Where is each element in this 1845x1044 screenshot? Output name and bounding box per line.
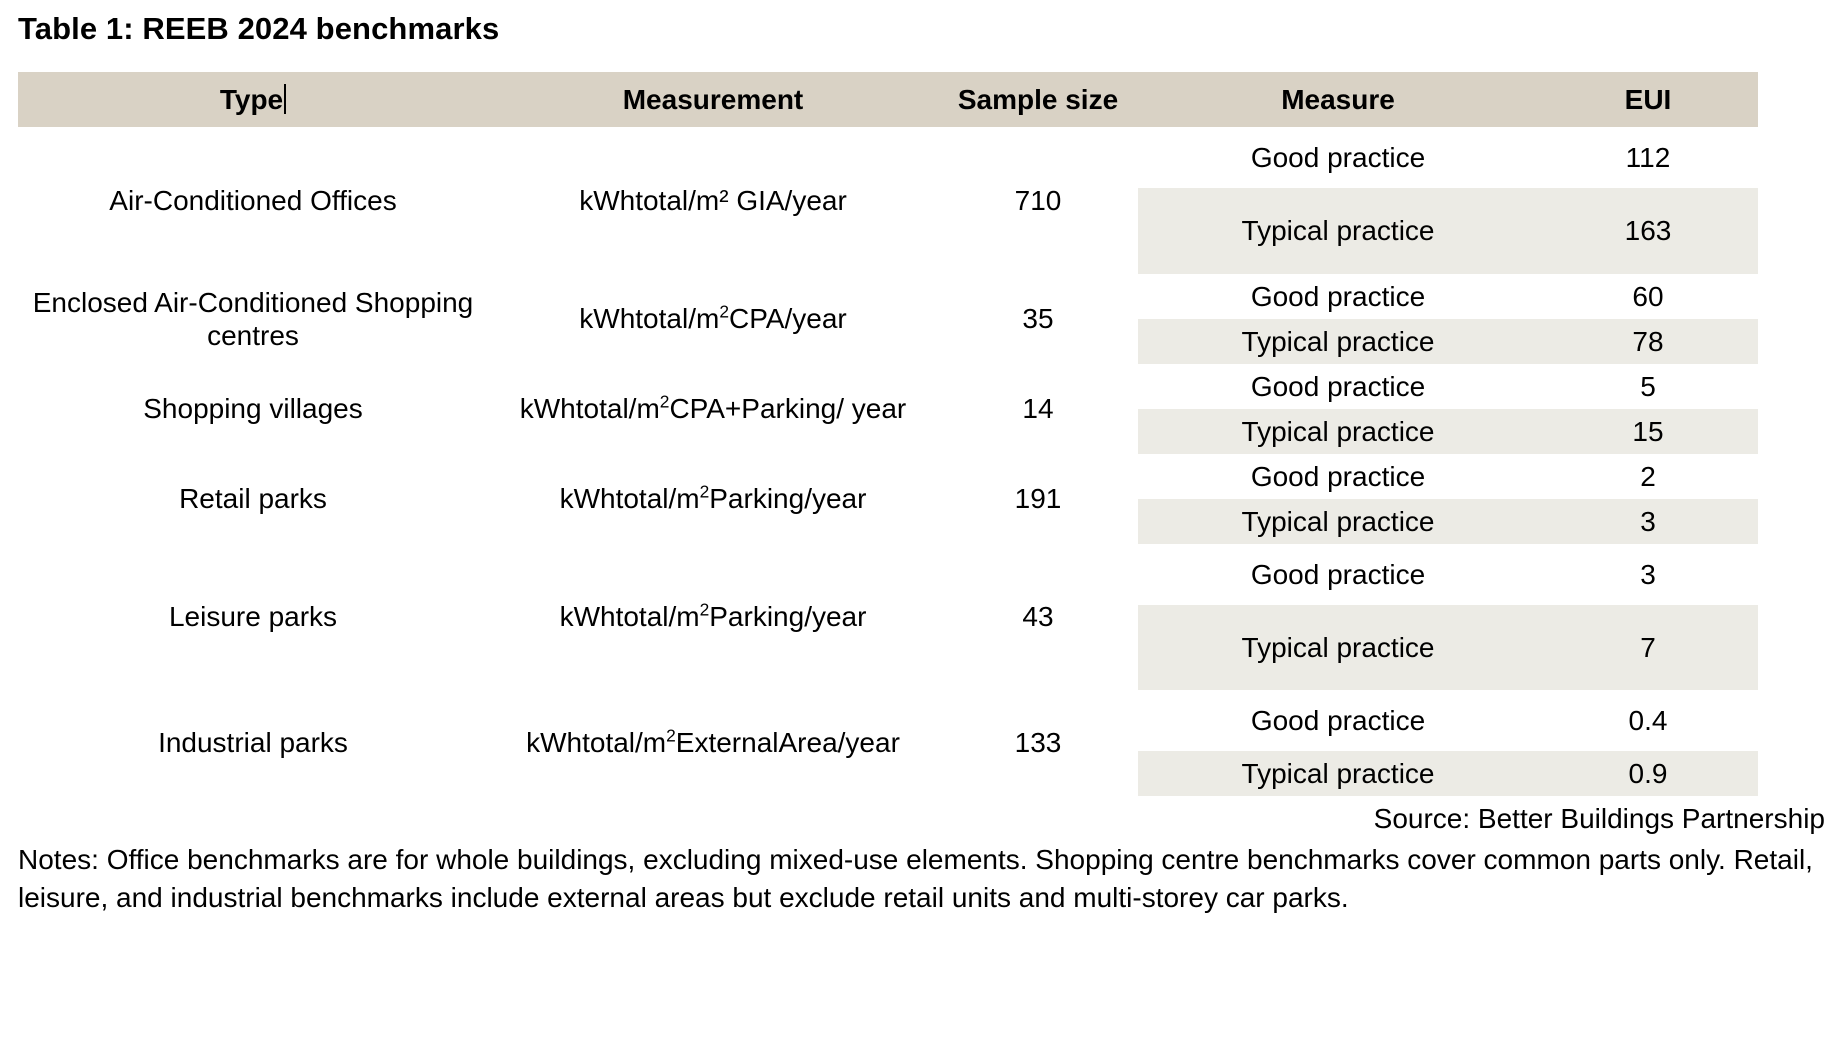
measurement-sup: 2	[659, 391, 670, 412]
cell-eui: 60	[1538, 274, 1758, 319]
cell-measure: Typical practice	[1138, 605, 1538, 690]
cell-measure: Typical practice	[1138, 751, 1538, 796]
measurement-sup: 2	[666, 725, 676, 746]
cell-measurement	[488, 274, 938, 364]
cell-eui: 3	[1538, 544, 1758, 605]
measurement-pre: kWhtotal/m	[579, 303, 720, 335]
cell-measure: Good practice	[1138, 364, 1538, 409]
table-row	[18, 127, 1758, 188]
cell-type: Industrial parks	[18, 690, 488, 796]
cell-measure: Good practice	[1138, 127, 1538, 188]
cell-measurement	[488, 690, 938, 796]
measurement-post: CPA/year	[728, 303, 847, 335]
cell-type: Retail parks	[18, 454, 488, 544]
table-header	[18, 72, 1758, 127]
cell-measure: Good practice	[1138, 544, 1538, 605]
measurement-pre: kWhtotal/m² GIA/year	[579, 184, 847, 216]
cell-sample-size: 710	[938, 127, 1138, 273]
cell-type: Enclosed Air-Conditioned Shopping centres	[18, 274, 488, 364]
table-row	[18, 364, 1758, 409]
cell-type: Shopping villages	[18, 364, 488, 454]
table-caption-text: Table 1: REEB 2024 benchmarks	[18, 11, 500, 46]
cell-measure: Typical practice	[1138, 499, 1538, 544]
cell-measure: Good practice	[1138, 454, 1538, 499]
column-header-eui: EUI	[1538, 72, 1758, 127]
cell-measurement	[488, 364, 938, 454]
cell-eui: 78	[1538, 319, 1758, 364]
text-cursor	[284, 84, 286, 114]
table-row	[18, 690, 1758, 751]
cell-measure: Good practice	[1138, 690, 1538, 751]
column-header-type	[18, 72, 488, 127]
table-caption	[18, 12, 1827, 46]
table-row	[18, 544, 1758, 605]
cell-eui: 163	[1538, 188, 1758, 273]
cell-sample-size: 35	[938, 274, 1138, 364]
cell-type: Air-Conditioned Offices	[18, 127, 488, 273]
cell-eui: 3	[1538, 499, 1758, 544]
cell-sample-size: 133	[938, 690, 1138, 796]
table-row	[18, 454, 1758, 499]
cell-eui: 0.9	[1538, 751, 1758, 796]
measurement-post: CPA+Parking/ year	[669, 393, 907, 425]
cell-eui: 7	[1538, 605, 1758, 690]
table-row	[18, 274, 1758, 319]
table-source: Source: Better Buildings Partnership	[1373, 802, 1825, 834]
cell-eui: 15	[1538, 409, 1758, 454]
measurement-sup: 2	[699, 481, 710, 502]
cell-eui: 5	[1538, 364, 1758, 409]
cell-measurement	[488, 127, 938, 273]
table-body	[18, 127, 1758, 795]
cell-measure: Typical practice	[1138, 188, 1538, 273]
column-header-type-label: Type	[219, 84, 284, 116]
cell-measure: Typical practice	[1138, 319, 1538, 364]
measurement-pre: kWhtotal/m	[519, 393, 660, 425]
measurement-sup: 2	[699, 599, 710, 620]
cell-eui: 0.4	[1538, 690, 1758, 751]
cell-measurement	[488, 544, 938, 690]
cell-measurement	[488, 454, 938, 544]
measurement-post: Parking/year	[709, 483, 867, 515]
column-header-measure: Measure	[1138, 72, 1538, 127]
table-notes: Notes: Office benchmarks are for whole buildings, excluding mixed-use elements. Shopping centre benchmarks cover common parts only. Retail, leisure, and industrial benchmarks include external areas but exclude retail units and multi-storey car parks.	[18, 844, 1813, 914]
measurement-pre: kWhtotal/m	[559, 483, 700, 515]
cell-measure: Good practice	[1138, 274, 1538, 319]
table-header-row	[18, 72, 1758, 127]
column-header-measurement: Measurement	[488, 72, 938, 127]
measurement-sup: 2	[719, 301, 729, 322]
benchmarks-table	[18, 72, 1758, 796]
measurement-pre: kWhtotal/m	[526, 727, 667, 759]
cell-eui: 112	[1538, 127, 1758, 188]
cell-sample-size: 191	[938, 454, 1138, 544]
cell-eui: 2	[1538, 454, 1758, 499]
cell-measure: Typical practice	[1138, 409, 1538, 454]
column-header-sample-size: Sample size	[938, 72, 1138, 127]
measurement-pre: kWhtotal/m	[559, 601, 700, 633]
measurement-post: Parking/year	[709, 601, 867, 633]
cell-sample-size: 14	[938, 364, 1138, 454]
cell-sample-size: 43	[938, 544, 1138, 690]
measurement-post: ExternalArea/year	[675, 727, 900, 759]
cell-type: Leisure parks	[18, 544, 488, 690]
